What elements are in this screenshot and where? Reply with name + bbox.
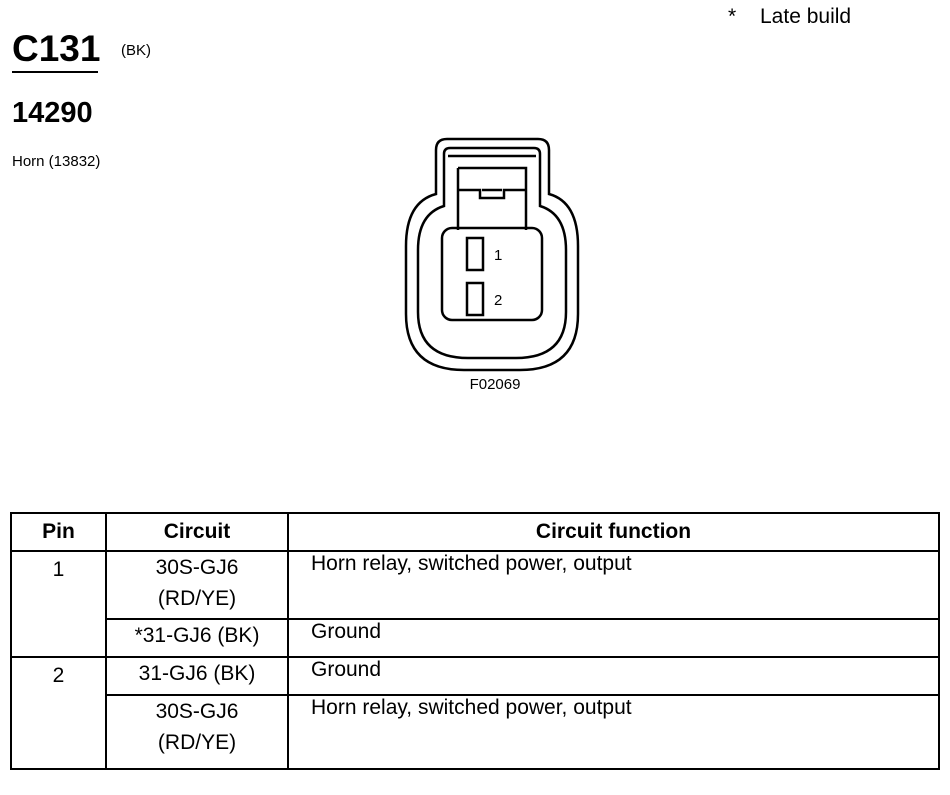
circuit-function-cell: [288, 695, 939, 769]
pin-2-label: 2: [494, 292, 503, 309]
figure-code: F02069: [469, 376, 521, 393]
circuit-code: 31-GJ6 (BK): [138, 662, 256, 685]
circuit-wire-color: (RD/YE): [157, 731, 237, 754]
pin-1-label: 1: [494, 247, 503, 264]
table-row: [11, 657, 939, 695]
connector-housing-inner: [418, 148, 566, 358]
pin-cell: 1: [11, 551, 106, 657]
circuit-code: 30S-GJ6: [155, 556, 239, 579]
circuit-cell: [106, 657, 288, 695]
pin-circuit-table: [10, 512, 940, 770]
circuit-cell: [106, 695, 288, 769]
circuit-cell: [106, 619, 288, 657]
pin-1-terminal: [467, 238, 483, 270]
table-row: [11, 695, 939, 769]
connector-id: C131: [12, 28, 101, 69]
circuit-function-text: Ground: [311, 620, 382, 643]
circuit-code: 30S-GJ6: [155, 700, 239, 723]
note-symbol: *: [728, 5, 737, 28]
late-build-note: [728, 5, 851, 29]
circuit-code: *31-GJ6 (BK): [134, 624, 260, 647]
terminal-block: [442, 228, 542, 320]
pin-2-terminal: [467, 283, 483, 315]
header-circuit: Circuit: [106, 513, 288, 551]
circuit-cell: [106, 551, 288, 619]
circuit-wire-color: (RD/YE): [157, 587, 237, 610]
circuit-function-cell: [288, 551, 939, 619]
circuit-function-text: Ground: [311, 658, 382, 681]
table-row: [11, 551, 939, 619]
table-header-row: [11, 513, 939, 551]
connector-color: (BK): [121, 42, 151, 59]
connector-id-underline: [12, 71, 98, 73]
component-name: Horn (13832): [12, 153, 101, 170]
connector-face-diagram: [392, 136, 592, 376]
connector-housing-outer: [406, 139, 578, 370]
circuit-function-text: Horn relay, switched power, output: [311, 696, 632, 719]
header-pin: Pin: [11, 513, 106, 551]
circuit-function-text: Horn relay, switched power, output: [311, 552, 632, 575]
pin-cell: 2: [11, 657, 106, 769]
circuit-function-cell: [288, 657, 939, 695]
part-number: 14290: [12, 97, 93, 129]
table-row: [11, 619, 939, 657]
header-circuit-function: Circuit function: [288, 513, 939, 551]
circuit-function-cell: [288, 619, 939, 657]
note-text: Late build: [760, 5, 852, 28]
